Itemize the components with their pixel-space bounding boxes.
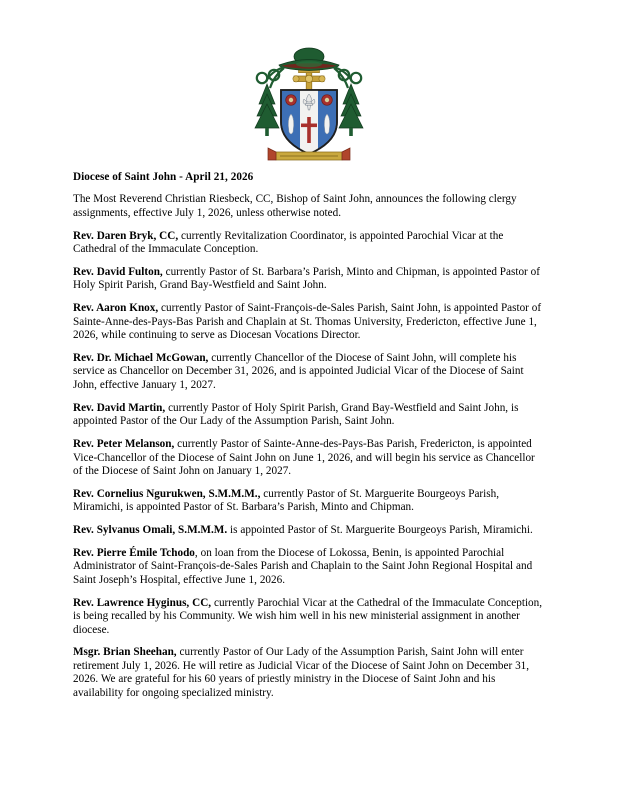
paragraph-text: currently Parochial Vicar at the Cathedral of the Immaculate Conception, is being recalled by his Community. We wish him well in his new ministerial assignment in another diocese. — [73, 596, 543, 636]
page-title: Diocese of Saint John - April 21, 2026 — [73, 171, 254, 183]
paragraph-text: currently Pastor of Holy Spirit Parish, Grand Bay-Westfield and Saint John, is appointed Pastor of the Our Lady of the Assumption Parish, Saint John. — [73, 401, 519, 428]
clergy-name: Rev. Daren Bryk, CC, — [73, 229, 179, 242]
paragraph-text: , on loan from the Diocese of Lokossa, Benin, is appointed Parochial Administrator of Saint-François-de-Sales Parish and Chaplain to the Saint John Regional Hospital and Saint Joseph’s Hospital, effective June 1, 2026. — [73, 547, 533, 586]
tassels-right-icon — [339, 84, 363, 136]
paragraph-brian-sheehan — [73, 646, 545, 700]
paragraph-text: currently Pastor of St. Barbara’s Parish, Minto and Chipman, is appointed Pastor of Holy Spirit Parish, Grand Bay-Westfield and Saint John. — [73, 266, 540, 292]
diocese-coat-of-arms — [0, 42, 618, 168]
paragraph-text: currently Chancellor of the Diocese of Saint John, will complete his service as Chancellor on December 31, 2026, and is appointed Judicial Vicar of the Diocese of Saint John, effective January 1, 2027. — [73, 352, 524, 391]
paragraph-michael-mcgowan — [73, 352, 545, 392]
paragraph-text: currently Pastor of St. Marguerite Bourgeoys Parish, Miramichi, is appointed Pastor of St. Barbara’s Parish, Minto and Chipman. — [73, 487, 499, 514]
tassel-cords-right-icon — [334, 67, 361, 88]
rose-left-icon — [286, 95, 297, 106]
paragraph-daren-bryk — [73, 230, 545, 257]
paragraph-pierre-emile-tchodo — [73, 547, 545, 587]
paragraph-peter-melanson — [73, 438, 545, 478]
clergy-name: Rev. Peter Melanson, — [73, 438, 175, 451]
clergy-name: Rev. Lawrence Hyginus, CC, — [73, 596, 212, 609]
document-body — [73, 171, 545, 700]
paragraph-sylvanus-omali — [73, 524, 545, 537]
tassel-cords-left-icon — [257, 67, 284, 88]
paragraph-text: currently Revitalization Coordinator, is appointed Parochial Vicar at the Cathedral of the Immaculate Conception. — [73, 229, 504, 256]
galero-hat-icon — [279, 48, 339, 71]
coat-of-arms-svg — [234, 42, 384, 168]
paragraph-david-fulton — [73, 266, 545, 293]
shield-icon — [281, 90, 337, 156]
clergy-name: Rev. Cornelius Ngurukwen, S.M.M.M., — [73, 487, 261, 500]
clergy-name: Rev. David Martin, — [73, 401, 166, 414]
paragraph-text: currently Pastor of Sainte-Anne-des-Pays-Bas Parish, Fredericton, is appointed Vice-Chancellor of the Diocese of Saint John on June 1, 2026, and will begin his service as Chancellor of the Diocese of Saint John on January 1, 2027. — [73, 438, 535, 477]
clergy-name: Rev. Sylvanus Omali, S.M.M.M. — [73, 524, 228, 537]
paragraph-aaron-knox — [73, 302, 545, 342]
clergy-name: Rev. Aaron Knox, — [73, 302, 159, 315]
paragraph-david-martin — [73, 402, 545, 429]
paragraph-text: is appointed Pastor of St. Marguerite Bourgeoys Parish, Miramichi. — [227, 524, 533, 537]
rose-right-icon — [322, 95, 333, 106]
paragraph-text: The Most Reverend Christian Riesbeck, CC, Bishop of Saint John, announces the following clergy assignments, effective July 1, 2026, unless otherwise noted. — [73, 193, 517, 219]
tassels-left-icon — [255, 84, 279, 136]
paragraph-intro — [73, 193, 545, 220]
silver-charge-left-icon — [288, 114, 293, 134]
paragraph-cornelius-ngurukwen — [73, 488, 545, 515]
clergy-name: Rev. David Fulton, — [73, 266, 163, 279]
clergy-name: Msgr. Brian Sheehan, — [73, 646, 177, 659]
paragraph-text: currently Pastor of Our Lady of the Assumption Parish, Saint John will enter retirement July 1, 2026. He will retire as Judicial Vicar of the Diocese of Saint John on December 31, 2026. We are grateful for his 60 years of priestly ministry in the Diocese of Saint John and his availability for ongoing specialized ministry. — [73, 646, 530, 699]
silver-charge-right-icon — [324, 114, 329, 134]
paragraph-text: currently Pastor of Saint-François-de-Sales Parish, Saint John, is appointed Pastor of Sainte-Anne-des-Pays-Bas Parish and Chaplain at St. Thomas University, Fredericton, effective June 1, 2026, while continuing to serve as Diocesan Vocations Director. — [73, 302, 542, 342]
clergy-name: Rev. Pierre Émile Tchodo — [73, 547, 195, 560]
paragraph-lawrence-hyginus — [73, 597, 545, 637]
clergy-name: Rev. Dr. Michael McGowan, — [73, 352, 209, 365]
